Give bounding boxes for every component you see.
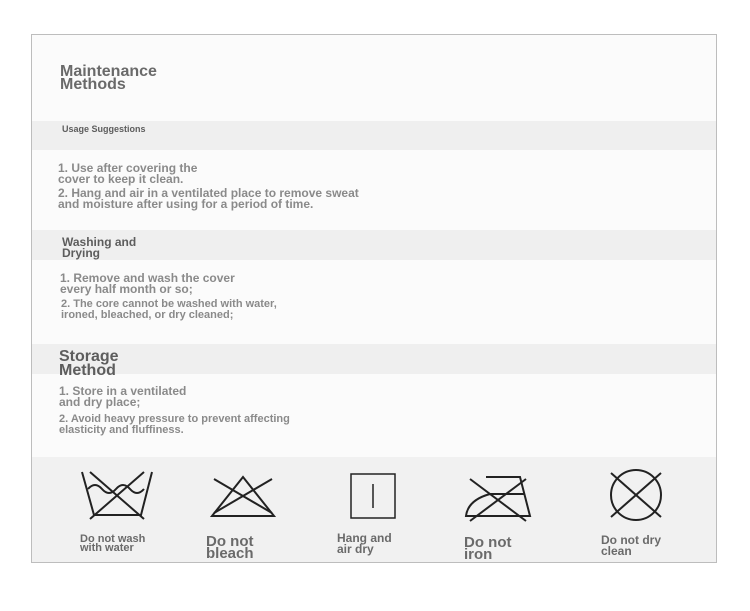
maintenance-card (31, 34, 717, 563)
usage-item-2: 2. Hang and air in a ventilated place to remove sweat and moisture after using for a period of time. (58, 186, 359, 211)
storage-heading-band (32, 344, 716, 374)
storage-heading: Storage Method (59, 348, 119, 379)
no-wash-icon (80, 469, 154, 521)
hang-dry-icon (349, 472, 397, 520)
washing-heading: Washing and Drying (62, 235, 137, 260)
no-bleach-label: Do not bleach (206, 533, 254, 562)
no-iron-icon (464, 474, 534, 524)
usage-heading: Usage Suggestions (62, 124, 146, 134)
storage-item-2: 2. Avoid heavy pressure to prevent affecting elasticity and fluffiness. (59, 413, 290, 436)
washing-item-1: 1. Remove and wash the cover every half month or so; (60, 271, 235, 296)
storage-item-1: 1. Store in a ventilated and dry place; (59, 384, 187, 409)
hang-dry-label: Hang and air dry (337, 531, 392, 556)
no-iron-label: Do not iron (464, 534, 512, 563)
no-dry-clean-label: Do not dry clean (601, 533, 661, 558)
no-wash-label: Do not wash with water (80, 533, 146, 554)
page-title: Maintenance Methods (60, 63, 157, 93)
no-bleach-icon (208, 473, 278, 519)
usage-item-1: 1. Use after covering the cover to keep it clean. (58, 161, 198, 186)
washing-item-2: 2. The core cannot be washed with water, ironed, bleached, or dry cleaned; (61, 298, 277, 321)
no-dry-clean-icon (607, 469, 665, 521)
care-icons-row (32, 457, 716, 563)
